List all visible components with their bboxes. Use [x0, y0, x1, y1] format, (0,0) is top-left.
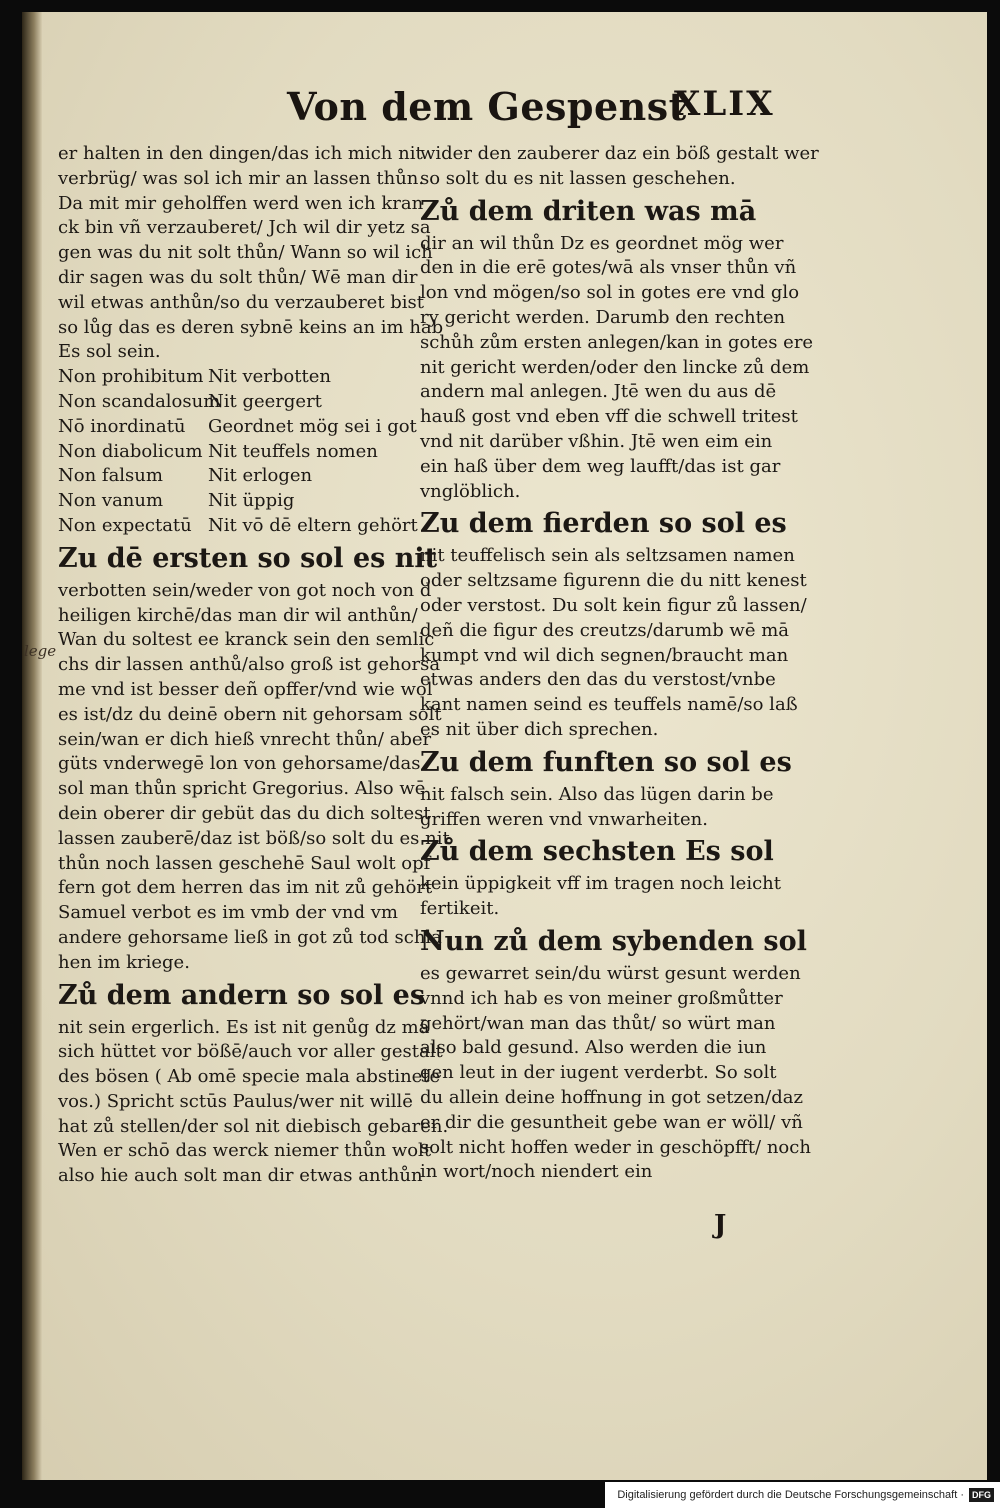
text-line: Wen er schō das werck niemer thůn wolt — [58, 1140, 432, 1162]
section-heading: Zu dem funften so sol es — [420, 746, 792, 778]
text-line: hauß gost vnd eben vff die schwell tritest — [420, 406, 798, 428]
text-line: es ist/dz du deinē obern nit gehorsam solt — [58, 703, 442, 725]
text-line: heiligen kirchē/das man dir wil anthůn/ — [58, 604, 418, 626]
text-line: oder seltzsame figurenn die du nitt kenest — [420, 570, 807, 592]
latin-term: Non prohibitum — [58, 366, 204, 388]
german-term: Nit üppig — [208, 490, 295, 512]
latin-german-pair — [58, 440, 434, 465]
text-line: so lůg das es deren sybnē keins an im hab — [58, 316, 444, 338]
text-line: du allein deine hoffnung in got setzen/daz — [420, 1086, 803, 1108]
german-term: Nit geergert — [208, 390, 322, 412]
text-line: dir an wil thůn Dz es geordnet mög wer — [420, 232, 784, 254]
section-heading: Zů dem sechsten Es sol — [420, 836, 774, 868]
text-line: me vnd ist besser deñ opffer/vnd wie wol — [58, 678, 433, 700]
section-heading: Zů dem driten was mā — [420, 195, 757, 227]
book-page — [22, 12, 987, 1480]
section-heading: Nun zů dem sybenden sol — [420, 925, 807, 957]
text-line: etwas anders den das du verstost/vnbe — [420, 669, 776, 691]
latin-german-pair — [58, 390, 434, 415]
text-line: es gewarret sein/du würst gesunt werden — [420, 962, 801, 984]
text-line: ck bin vñ verzauberet/ Jch wil dir yetz sa — [58, 217, 431, 239]
section-heading: Zu dem fierden so sol es — [420, 508, 787, 540]
text-line: ry gericht werden. Darumb den rechten — [420, 306, 786, 328]
text-line: sich hüttet vor bößē/auch vor aller gestalt — [58, 1041, 443, 1063]
margin-note: lege — [24, 642, 57, 660]
text-line: nit teuffelisch sein als seltzsamen namen — [420, 545, 795, 567]
latin-term: Non diabolicum — [58, 440, 203, 462]
latin-term: Nō inordinatū — [58, 415, 186, 437]
text-line: thůn noch lassen geschehē Saul wolt opf — [58, 852, 431, 874]
folio-number: XLIX — [674, 84, 775, 124]
text-line: nit gericht werden/oder den lincke zů dem — [420, 356, 810, 378]
signature-mark: J — [714, 1210, 727, 1240]
latin-term: Non vanum — [58, 490, 164, 512]
german-term: Geordnet mög sei i got — [208, 415, 417, 437]
text-line: kumpt vnd wil dich segnen/braucht man — [420, 644, 789, 666]
latin-german-pair — [58, 464, 434, 489]
text-line: den in die erē gotes/wā als vnser thůn vñ — [420, 257, 797, 279]
text-line: verbotten sein/weder von got noch von d — [58, 579, 432, 601]
left-column — [58, 142, 450, 1189]
text-line: chs dir lassen anthů/also groß ist gehorsa — [58, 654, 441, 676]
text-line: fern got dem herren das im nit zů gehört — [58, 877, 433, 899]
text-line: vnglöblich. — [420, 480, 521, 502]
text-line: griffen weren vnd vnwarheiten. — [420, 808, 708, 830]
text-line: andern mal anlegen. Jtē wen du aus dē — [420, 381, 777, 403]
text-line: verbrüg/ was sol ich mir an lassen thůn. — [58, 167, 425, 189]
credit-text: Digitalisierung gefördert durch die Deutsche Forschungsgemeinschaft · — [617, 1489, 964, 1501]
text-line: kant namen seind es teuffels namē/so laß — [420, 694, 798, 716]
text-line: schůh zům ersten anlegen/kan in gotes ere — [420, 331, 814, 353]
text-line: sein/wan er dich hieß vnrecht thůn/ aber — [58, 728, 432, 750]
text-line: vos.) Spricht sctūs Paulus/wer nit willē — [58, 1090, 413, 1112]
text-line: deñ die figur des creutzs/darumb wē mā — [420, 619, 790, 641]
text-line: in wort/noch niendert ein — [420, 1161, 653, 1183]
text-line: hat zů stellen/der sol nit diebisch gebaren. — [58, 1115, 449, 1137]
text-line: lon vnd mögen/so sol in gotes ere vnd glo — [420, 282, 800, 304]
text-line: nit sein ergerlich. Es ist nit genůg dz mā — [58, 1016, 430, 1038]
text-line: andere gehorsame ließ in got zů tod schla — [58, 926, 442, 948]
text-line: wil etwas anthůn/so du verzauberet bist — [58, 291, 425, 313]
latin-german-pair — [58, 489, 434, 514]
text-line: gen was du nit solt thůn/ Wann so wil ich — [58, 242, 433, 264]
german-term: Nit erlogen — [208, 465, 313, 487]
text-line: ein haß über dem weg laufft/das ist gar — [420, 455, 781, 477]
digitization-credit-bar — [605, 1482, 1000, 1508]
text-line: er halten in den dingen/das ich mich nit — [58, 143, 423, 164]
book-gutter — [22, 12, 42, 1480]
text-line: vnnd ich hab es von meiner großmůtter — [420, 987, 783, 1009]
german-term: Nit vō dē eltern gehört — [208, 514, 418, 536]
section-heading: Zů dem andern so sol es — [58, 979, 426, 1011]
text-line: hen im kriege. — [58, 951, 190, 973]
text-line: es nit über dich sprechen. — [420, 718, 659, 740]
text-line: kein üppigkeit vff im tragen noch leicht — [420, 873, 782, 895]
latin-german-pair — [58, 415, 434, 440]
text-line: lassen zauberē/daz ist böß/so solt du es nit — [58, 827, 450, 849]
text-line: güts vnderwegē lon von gehorsame/das — [58, 753, 421, 775]
text-line: des bösen ( Ab omē specie mala abstinete — [58, 1066, 441, 1088]
text-line: solt nicht hoffen weder in geschöpfft/ noch — [420, 1136, 811, 1158]
latin-term: Non falsum — [58, 465, 163, 487]
german-term: Nit verbotten — [208, 366, 331, 388]
text-line: wider den zauberer daz ein böß gestalt wer — [420, 143, 819, 164]
latin-german-pair — [58, 365, 434, 390]
text-line: sol man thůn spricht Gregorius. Also wē — [58, 778, 426, 800]
text-line: so solt du es nit lassen geschehen. — [420, 167, 736, 189]
text-line: vnd nit darüber vßhin. Jtē wen eim ein — [420, 430, 773, 452]
right-column — [420, 142, 819, 1185]
text-line: Wan du soltest ee kranck sein den semlic — [58, 629, 435, 651]
text-line: Samuel verbot es im vmb der vnd vm — [58, 902, 398, 924]
text-line: nit falsch sein. Also das lügen darin be — [420, 783, 774, 805]
text-line: dein oberer dir gebüt das du dich soltest — [58, 802, 431, 824]
latin-german-pair — [58, 514, 434, 539]
text-line: oder verstost. Du solt kein figur zů lassen/ — [420, 594, 807, 616]
text-line: er dir die gesuntheit gebe wan er wöll/ vñ — [420, 1111, 803, 1133]
text-line: gen leut in der iugent verderbt. So solt — [420, 1062, 777, 1084]
text-line: dir sagen was du solt thůn/ Wē man dir — [58, 266, 418, 288]
running-head-title: Von dem Gespenst — [287, 84, 687, 129]
text-line: also hie auch solt man dir etwas anthůn — [58, 1165, 423, 1187]
text-line: gehört/wan man das thůt/ so würt man — [420, 1012, 776, 1034]
text-line: fertikeit. — [420, 898, 500, 920]
german-term: Nit teuffels nomen — [208, 440, 378, 462]
latin-term: Non expectatū — [58, 514, 192, 536]
section-heading: Zu dē ersten so sol es nit — [58, 542, 438, 574]
text-line: Da mit mir geholffen werd wen ich kran — [58, 192, 424, 214]
dfg-logo: DFG — [969, 1488, 994, 1502]
text-line: also bald gesund. Also werden die iun — [420, 1037, 767, 1059]
latin-term: Non scandalosum — [58, 390, 221, 412]
text-line: Es sol sein. — [58, 341, 161, 363]
